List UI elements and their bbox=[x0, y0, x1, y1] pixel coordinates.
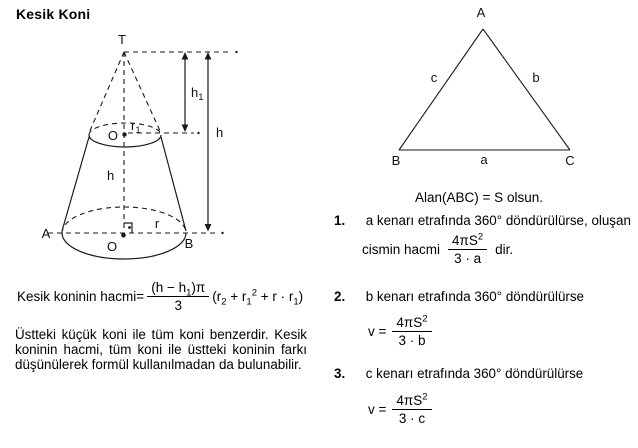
item-2-formula bbox=[368, 315, 432, 348]
explanation-paragraph: Üstteki küçük koni ile tüm koni benzerdir. Kesik koninin hacmi, tüm koni ile üstteki koninin farkı düşünülerek formül kullanılmadan da bulunabilir. bbox=[15, 327, 307, 373]
vertex-a-label: A bbox=[41, 226, 51, 241]
formula-tail: $(r_2 + r_1^2 + r \cdot r_1)$ bbox=[212, 287, 304, 308]
list-item-3 bbox=[334, 366, 583, 381]
triangle-side-a: a bbox=[480, 152, 488, 167]
list-item-2 bbox=[334, 289, 584, 304]
h1-label: $h_1$ bbox=[191, 85, 204, 103]
area-statement: Alan(ABC) = S olsun. bbox=[415, 190, 543, 205]
fraction-denominator: 3 bbox=[174, 298, 182, 314]
r1-label: $r_1$ bbox=[131, 118, 141, 136]
truncated-cone-volume-formula bbox=[17, 280, 303, 313]
triangle-side-b: b bbox=[532, 70, 540, 85]
formula-lead: Kesik koninin hacmi= bbox=[17, 289, 145, 305]
o-bottom-dot bbox=[121, 233, 126, 238]
triangle-sides bbox=[399, 29, 570, 150]
triangle-vertex-c: C bbox=[565, 153, 575, 168]
item-2-fraction: $\frac{4\pi S^2}{3 \cdot b}$ bbox=[392, 315, 431, 348]
item-1-number: 1. bbox=[334, 213, 346, 228]
fraction-numerator: $(h - h_1)\pi$ bbox=[147, 280, 209, 297]
item-3-pre: v = bbox=[368, 402, 387, 418]
item-1-text: a kenarı etrafında 360° döndürülürse, oluşan bbox=[365, 213, 631, 228]
cone-dashed-lines bbox=[48, 52, 232, 233]
h-total-label: h bbox=[216, 125, 224, 140]
o-top-dot bbox=[122, 132, 126, 136]
cone-arrowheads bbox=[121, 51, 238, 238]
o-top-label: O bbox=[107, 128, 118, 143]
item-3-number: 3. bbox=[334, 366, 346, 381]
item-2-pre: v = bbox=[368, 324, 387, 340]
item-1-fraction: $\frac{4\pi S^2}{3 \cdot a}$ bbox=[448, 233, 487, 266]
triangle-side-c: c bbox=[430, 70, 438, 85]
h-inner-label: h bbox=[107, 168, 115, 183]
item-1-formula bbox=[362, 233, 513, 266]
item-3-formula bbox=[368, 393, 432, 426]
list-item-1 bbox=[334, 213, 631, 228]
o-bottom-label: O bbox=[106, 239, 118, 254]
item-2-text: b kenarı etrafında 360° döndürülürse bbox=[365, 289, 584, 304]
triangle-vertex-a: A bbox=[476, 5, 486, 20]
item-1-pre: cismin hacmi bbox=[362, 242, 441, 258]
triangle-vertex-b: B bbox=[391, 153, 401, 168]
cone-apex-label: T bbox=[118, 32, 126, 47]
vertex-b-label: B bbox=[184, 236, 194, 251]
r-label: r bbox=[154, 216, 160, 231]
cone-solid-lines bbox=[62, 56, 208, 259]
item-2-number: 2. bbox=[334, 289, 346, 304]
formula-fraction bbox=[147, 280, 209, 313]
item-3-fraction: $\frac{4\pi S^2}{3 \cdot c}$ bbox=[392, 393, 431, 426]
triangle-diagram bbox=[320, 0, 638, 175]
page-title: Kesik Koni bbox=[16, 6, 91, 22]
item-1-post: dir. bbox=[495, 242, 514, 258]
item-3-text: c kenarı etrafında 360° döndürülürse bbox=[365, 366, 584, 381]
truncated-cone-diagram bbox=[0, 0, 320, 280]
